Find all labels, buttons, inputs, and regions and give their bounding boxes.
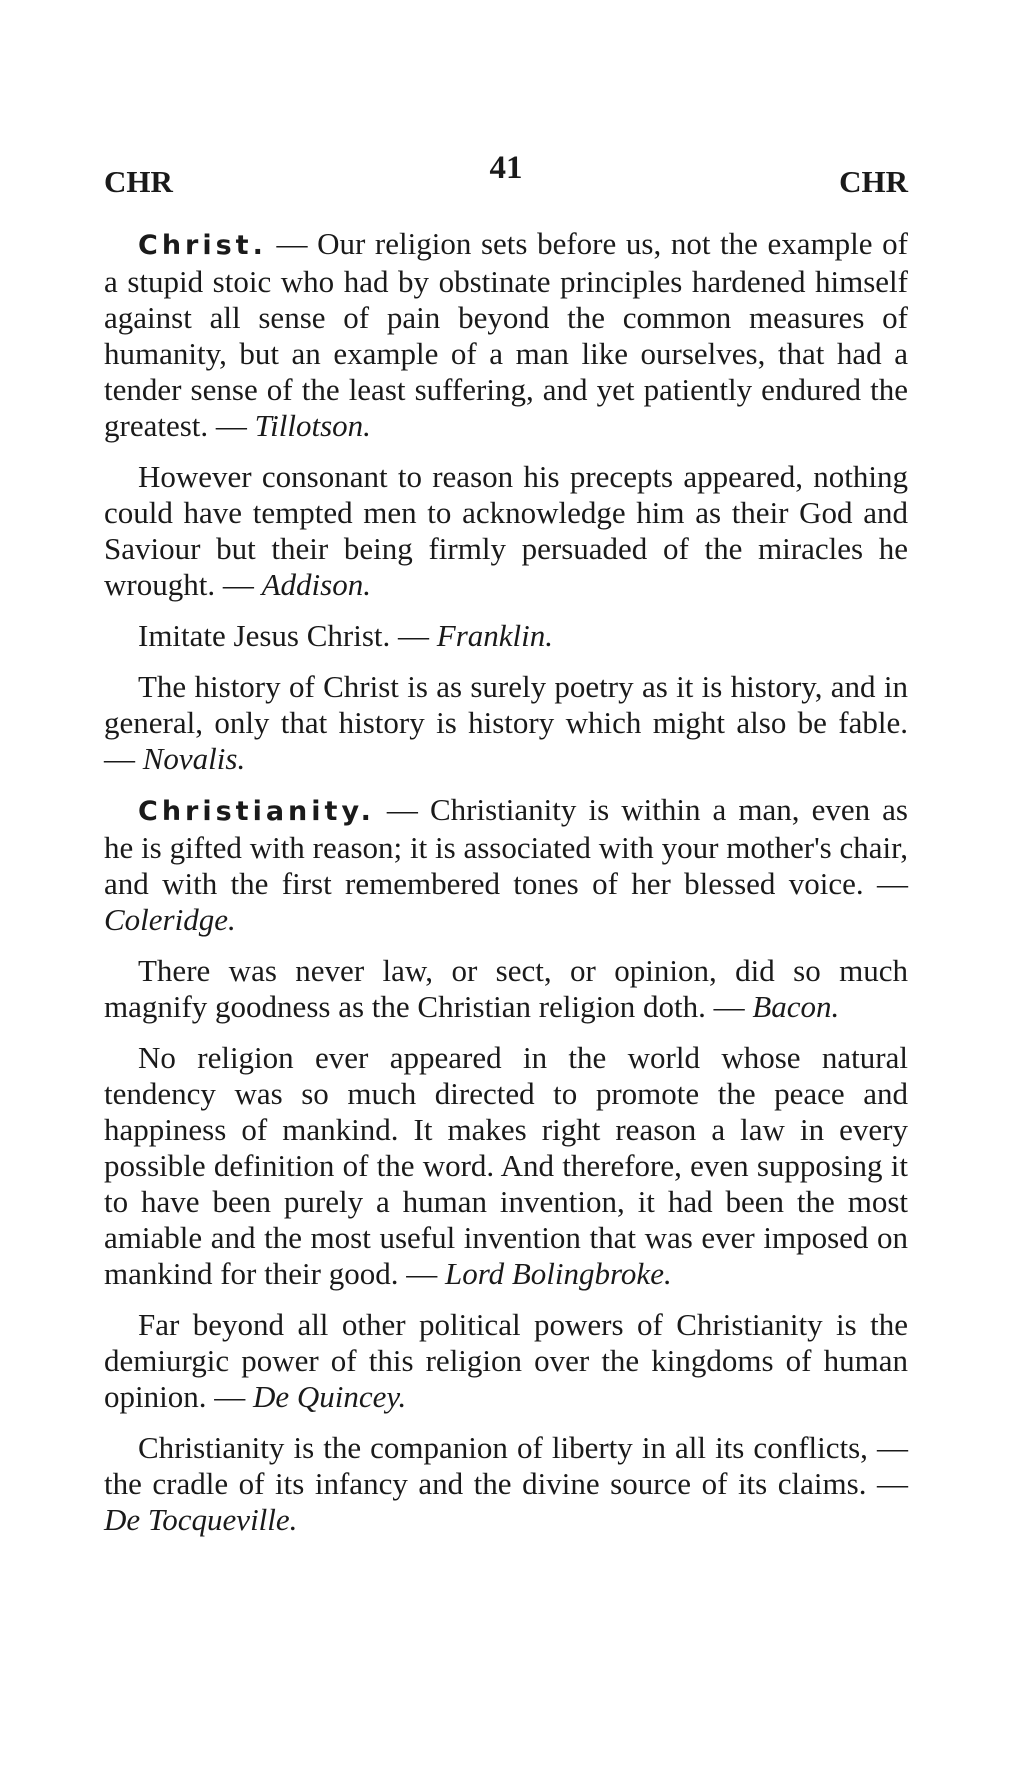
quotation-author: Novalis. [142, 741, 246, 776]
quotation-entry [104, 226, 908, 444]
headword: Christianity. [138, 796, 375, 827]
quotation-text: There was never law, or sect, or opinion, did so much magnify goodness as the Christian religion doth. — [104, 953, 908, 1024]
quotation-author: Addison. [261, 567, 371, 602]
running-head-left: CHR [104, 164, 173, 199]
quotation-author: Tillotson. [254, 408, 371, 443]
quotation-author: De Quincey. [252, 1379, 407, 1414]
page-number: 41 [489, 150, 523, 186]
quotation-text: — Christianity is within a man, even as he is gifted with reason; it is associated with your mother's chair, and with the first remembered tones of her blessed voice. — [104, 792, 908, 901]
running-head [104, 150, 908, 200]
quotation-entry [104, 618, 908, 654]
quotation-text: The history of Christ is as surely poetry as it is history, and in general, only that history is history which might also be fable. — [104, 669, 908, 776]
quotation-entry [104, 1307, 908, 1415]
quotation-text: No religion ever appeared in the world whose natural tendency was so much directed to promote the peace and happiness of mankind. It makes right reason a law in every possible definition of the word. And therefore, even supposing it to have been purely a human invention, it had been the most amiable and the most useful invention that was ever imposed on mankind for their good. — [104, 1040, 908, 1291]
headword: Christ. [138, 230, 267, 261]
quotation-author: Franklin. [436, 618, 554, 653]
quotation-author: Coleridge. [104, 902, 236, 937]
quotation-text: However consonant to reason his precepts appeared, nothing could have tempted men to acknowledge him as their God and Saviour but their being firmly persuaded of the miracles he wrought. — [104, 459, 908, 602]
quotation-entry [104, 669, 908, 777]
quotation-text: Christianity is the companion of liberty in all its conflicts, — the cradle of its infancy and the divine source of its claims. — [104, 1430, 908, 1501]
running-head-right: CHR [839, 164, 908, 199]
quotation-list [104, 226, 908, 1553]
quotation-entry [104, 1430, 908, 1538]
quotation-text: Far beyond all other political powers of Christianity is the demiurgic power of this religion over the kingdoms of human opinion. — [104, 1307, 908, 1414]
quotation-author: De Tocqueville. [104, 1502, 298, 1537]
quotation-entry [104, 1040, 908, 1292]
quotation-author: Bacon. [752, 989, 840, 1024]
quotation-entry [104, 953, 908, 1025]
quotation-text: Imitate Jesus Christ. — [138, 618, 437, 653]
quotation-entry [104, 792, 908, 938]
quotation-text: — Our religion sets before us, not the example of a stupid stoic who had by obstinate principles hardened himself against all sense of pain beyond the common measures of humanity, but an example of a man like ourselves, that had a tender sense of the least suffering, and yet patiently endured the greatest. — [104, 226, 908, 443]
quotation-author: Lord Bolingbroke. [444, 1256, 672, 1291]
quotation-entry [104, 459, 908, 603]
